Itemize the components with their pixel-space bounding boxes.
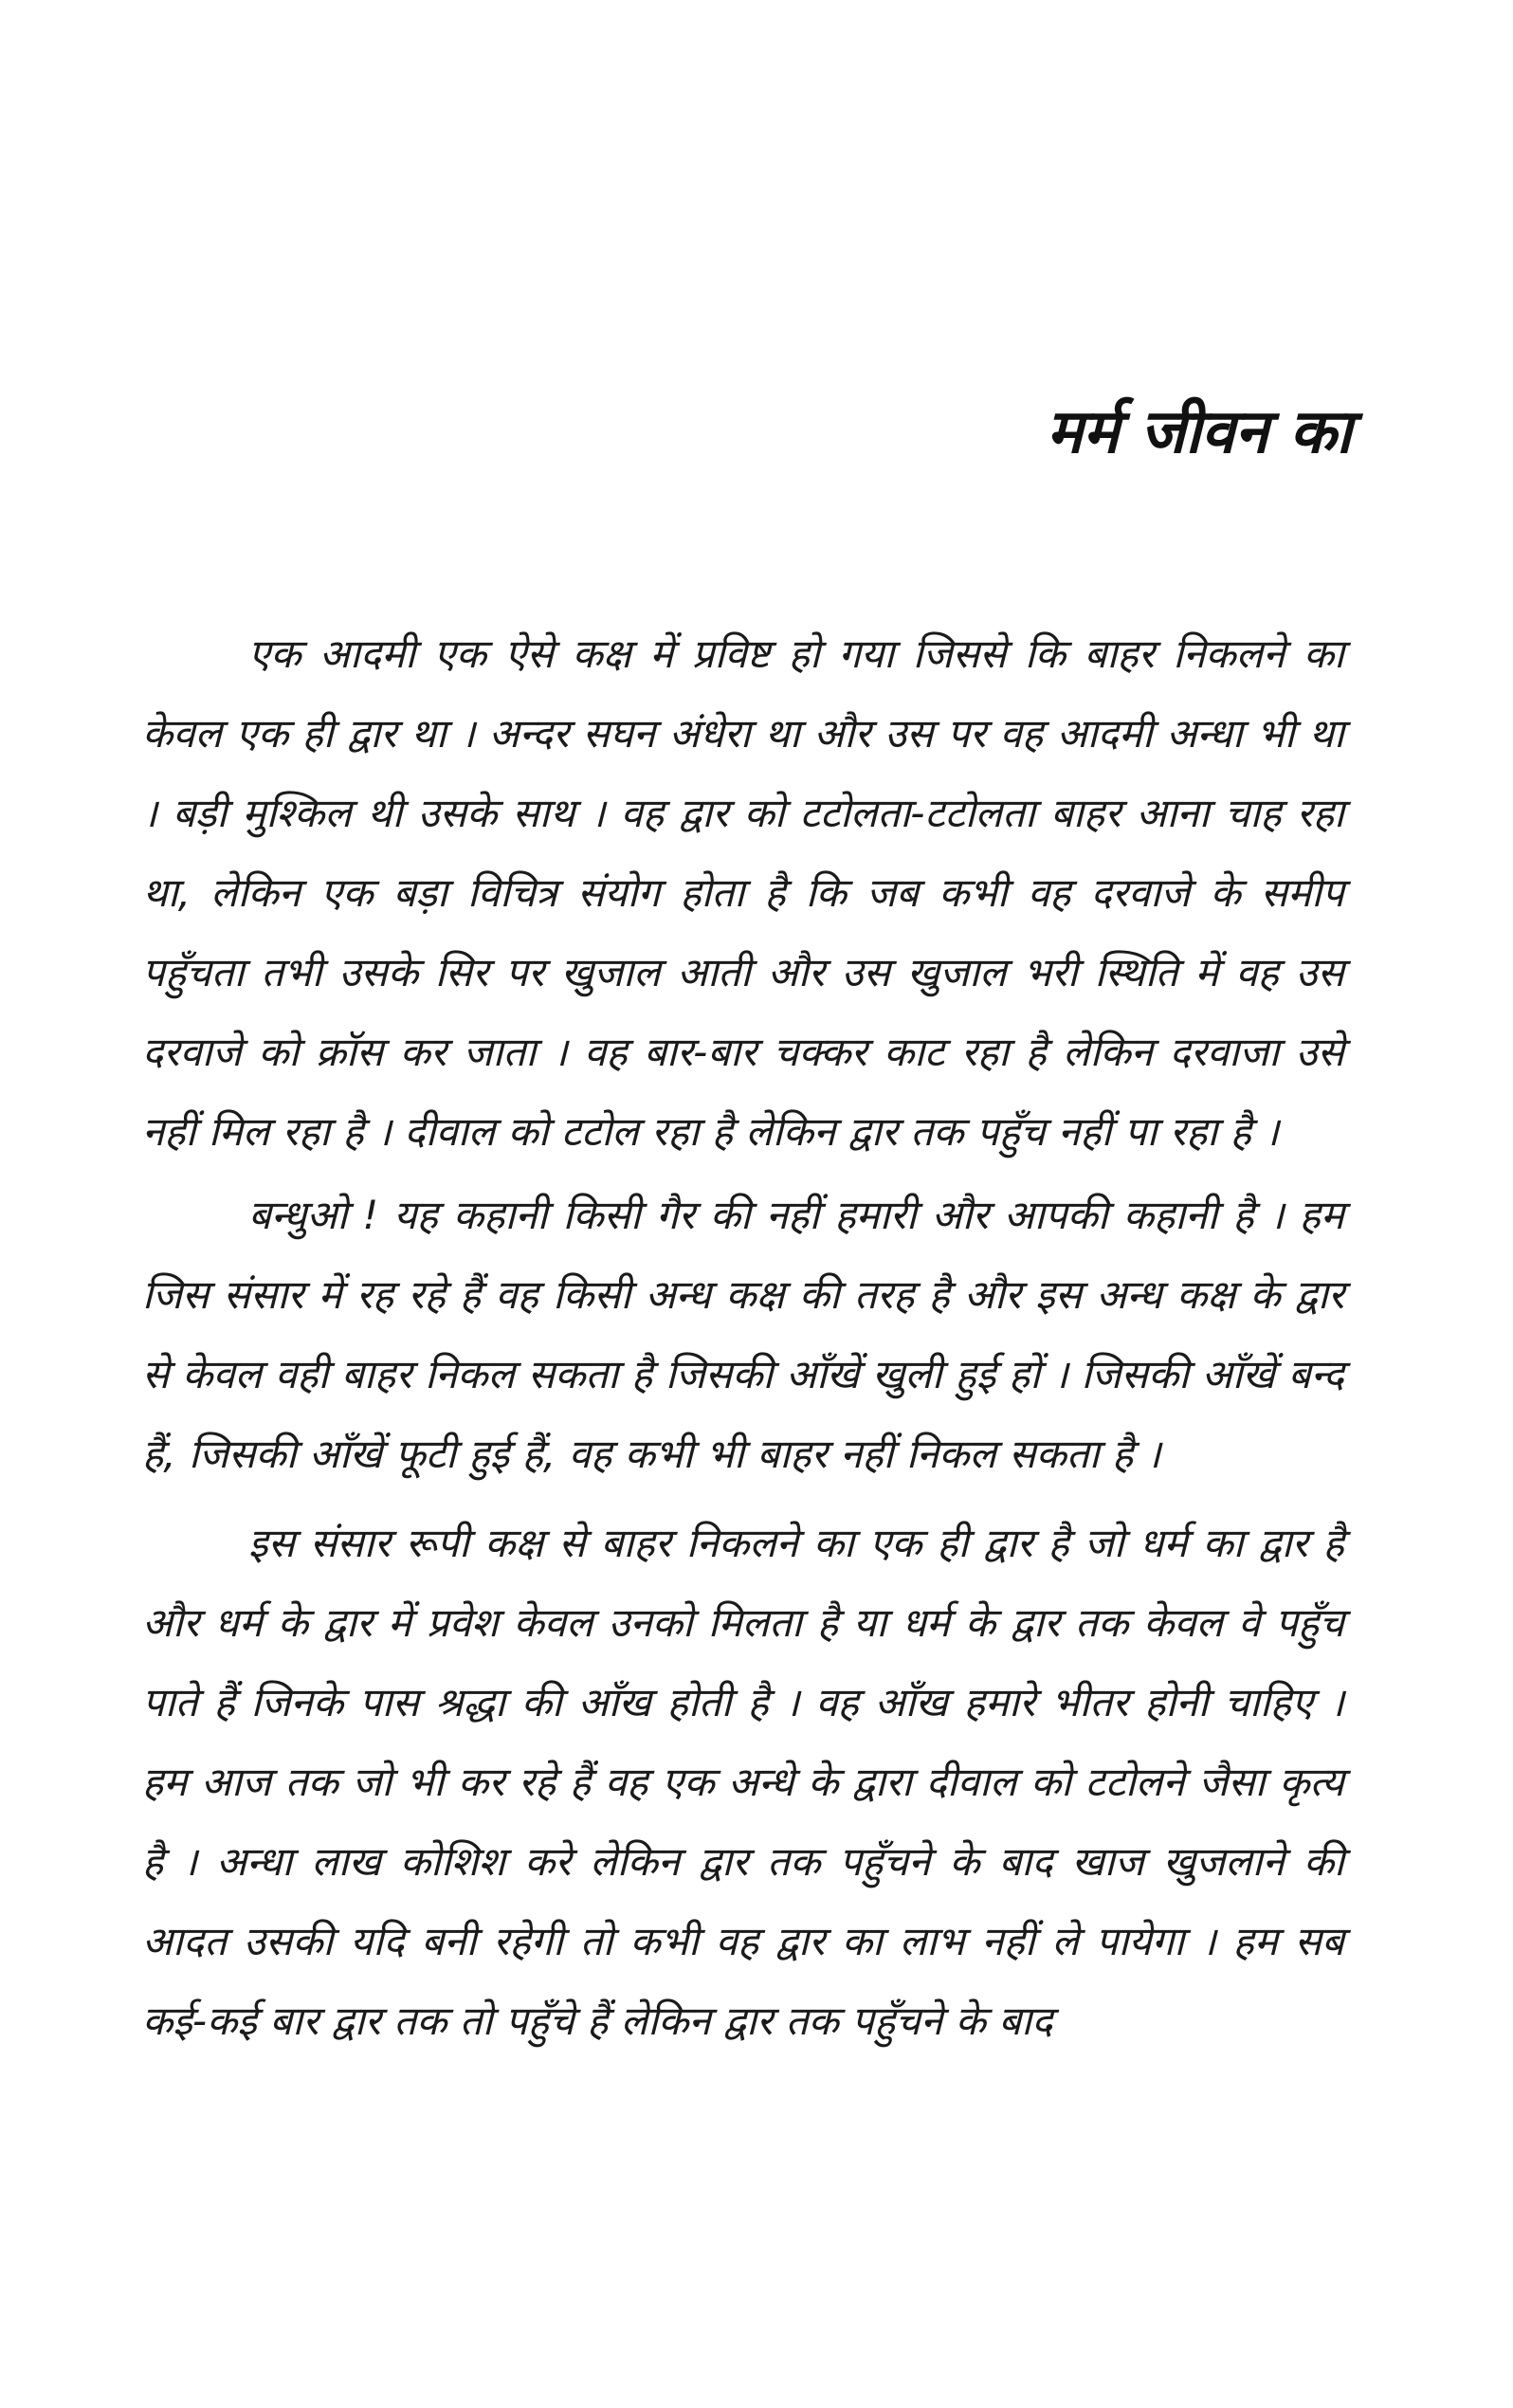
chapter-title: मर्म जीवन का (1046, 397, 1352, 467)
paragraph: बन्धुओ ! यह कहानी किसी गैर की नहीं हमारी और आपकी कहानी है । हम जिस संसार में रह रहे हैं वह किसी अन्ध कक्ष की तरह है और इस अन्ध कक्ष के द्वार से केवल वही बाहर निकल सकता है जिसकी आँखें खुली हुई हों । जिसकी आँखें बन्द हैं, जिसकी आँखें फूटी हुई हैं, वह कभी भी बाहर नहीं निकल सकता है । (142, 1192, 1344, 1477)
paragraph: इस संसार रूपी कक्ष से बाहर निकलने का एक ही द्वार है जो धर्म का द्वार है और धर्म के द्वार में प्रवेश केवल उनको मिलता है या धर्म के द्वार तक केवल वे पहुँच पाते हैं जिनके पास श्रद्धा की आँख होती है । वह आँख हमारे भीतर होनी चाहिए । हम आज तक जो भी कर रहे हैं वह एक अन्धे के द्वारा दीवाल को टटोलने जैसा कृत्य है । अन्धा लाख कोशिश करे लेकिन द्वार तक पहुँचने के बाद खाज खुजलाने की आदत उसकी यदि बनी रहेगी तो कभी वह द्वार का लाभ नहीं ले पायेगा । हम सब कई-कई बार द्वार तक तो पहुँचे हैं लेकिन द्वार तक पहुँचने के बाद (142, 1520, 1344, 2044)
paragraph: एक आदमी एक ऐसे कक्ष में प्रविष्ट हो गया जिससे कि बाहर निकलने का केवल एक ही द्वार था । अन्दर सघन अंधेरा था और उस पर वह आदमी अन्धा भी था । बड़ी मुश्किल थी उसके साथ । वह द्वार को टटोलता-टटोलता बाहर आना चाह रहा था, लेकिन एक बड़ा विचित्र संयोग होता है कि जब कभी वह दरवाजे के समीप पहुँचता तभी उसके सिर पर खुजाल आती और उस खुजाल भरी स्थिति में वह उस दरवाजे को क्रॉस कर जाता । वह बार-बार चक्कर काट रहा है लेकिन दरवाजा उसे नहीं मिल रहा है । दीवाल को टटोल रहा है लेकिन द्वार तक पहुँच नहीं पा रहा है । (142, 630, 1344, 1155)
body-text (142, 614, 1344, 2061)
